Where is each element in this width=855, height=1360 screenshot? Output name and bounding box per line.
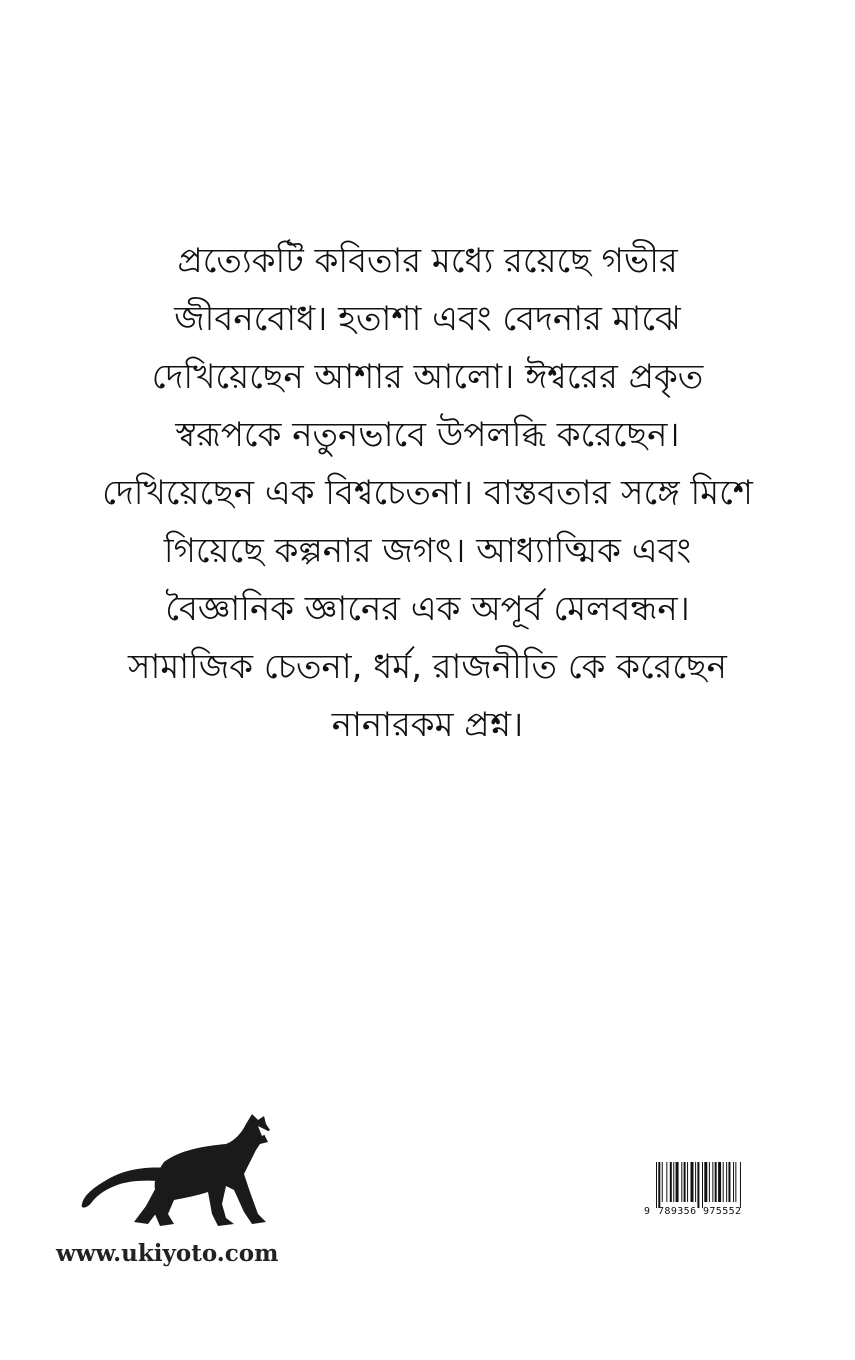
barcode-digits: 789356 975552 xyxy=(658,1206,742,1217)
publisher-website: www.ukiyoto.com xyxy=(56,1240,279,1267)
roaring-panther-icon xyxy=(76,1110,272,1230)
isbn-barcode xyxy=(644,1162,774,1222)
blurb-line: বৈজ্ঞানিক জ্ঞানের এক অপূর্ব মেলবন্ধন। xyxy=(165,589,690,629)
blurb-line: স্বরূপকে নতুনভাবে উপলব্ধি করেছেন। xyxy=(175,415,680,455)
blurb-line: গিয়েছে কল্পনার জগৎ। আধ্যাত্মিক এবং xyxy=(163,531,692,571)
barcode-lead-digit: 9 xyxy=(644,1206,651,1217)
blurb-line: নানারকম প্রশ্ন। xyxy=(331,705,524,745)
blurb-line: প্রত্যেকটি কবিতার মধ্যে রয়েছে গভীর xyxy=(177,241,678,281)
blurb-line: সামাজিক চেতনা, ধর্ম, রাজনীতি কে করেছেন xyxy=(128,647,727,687)
blurb-line: দেখিয়েছেন আশার আলো। ঈশ্বরের প্রকৃত xyxy=(151,357,704,397)
blurb-line: জীবনবোধ। হতাশা এবং বেদনার মাঝে xyxy=(174,299,681,339)
back-cover-blurb xyxy=(40,232,815,754)
blurb-line: দেখিয়েছেন এক বিশ্বচেতনা। বাস্তবতার সঙ্গে মিশে xyxy=(102,473,753,513)
barcode-bars xyxy=(656,1162,774,1208)
